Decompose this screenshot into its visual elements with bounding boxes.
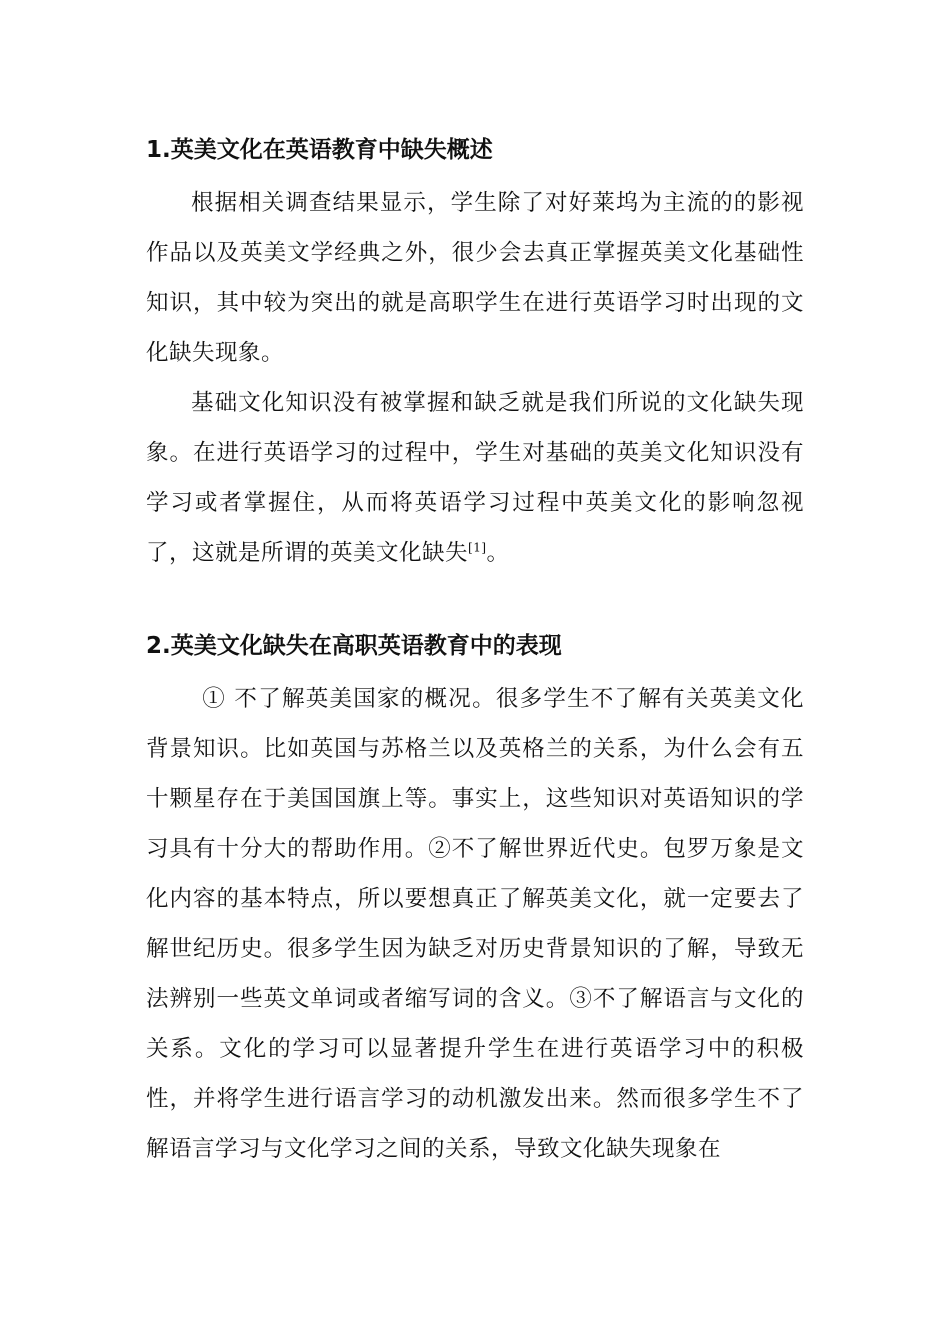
section-2-paragraph-1: ① 不了解英美国家的概况。很多学生不了解有关英美文化背景知识。比如英国与苏格兰以及英格兰的关系，为什么会有五十颗星存在于美国国旗上等。事实上，这些知识对英语知识的学习具有十分大的帮助作用。②不了解世界近代史。包罗万象是文化内容的基本特点，所以要想真正了解英美文化，就一定要去了解世纪历史。很多学生因为缺乏对历史背景知识的了解，导致无法辨别一些英文单词或者缩写词的含义。③不了解语言与文化的关系。文化的学习可以显著提升学生在进行英语学习中的积极性，并将学生进行语言学习的动机激发出来。然而很多学生不了解语言学习与文化学习之间的关系，导致文化缺失现象在 bbox=[146, 686, 804, 1162]
paragraph-end-punctuation: 。 bbox=[486, 540, 510, 566]
section-1-heading: 1.英美文化在英语教育中缺失概述 bbox=[146, 137, 493, 163]
section-1-paragraph-2 bbox=[146, 378, 804, 578]
document-body bbox=[146, 128, 804, 1174]
spacer bbox=[146, 578, 804, 624]
section-1-paragraph-1: 根据相关调查结果显示，学生除了对好莱坞为主流的的影视作品以及英美文学经典之外，很少会去真正掌握英美文化基础性知识，其中较为突出的就是高职学生在进行英语学习时出现的文化缺失现象。 bbox=[146, 190, 804, 366]
section-2-heading: 2.英美文化缺失在高职英语教育中的表现 bbox=[146, 633, 562, 659]
citation-reference[interactable]: [1] bbox=[468, 540, 487, 555]
paragraph-text: 基础文化知识没有被掌握和缺乏就是我们所说的文化缺失现象。在进行英语学习的过程中，学生对基础的英美文化知识没有学习或者掌握住，从而将英语学习过程中英美文化的影响忽视了，这就是所谓的英美文化缺失 bbox=[146, 390, 804, 566]
